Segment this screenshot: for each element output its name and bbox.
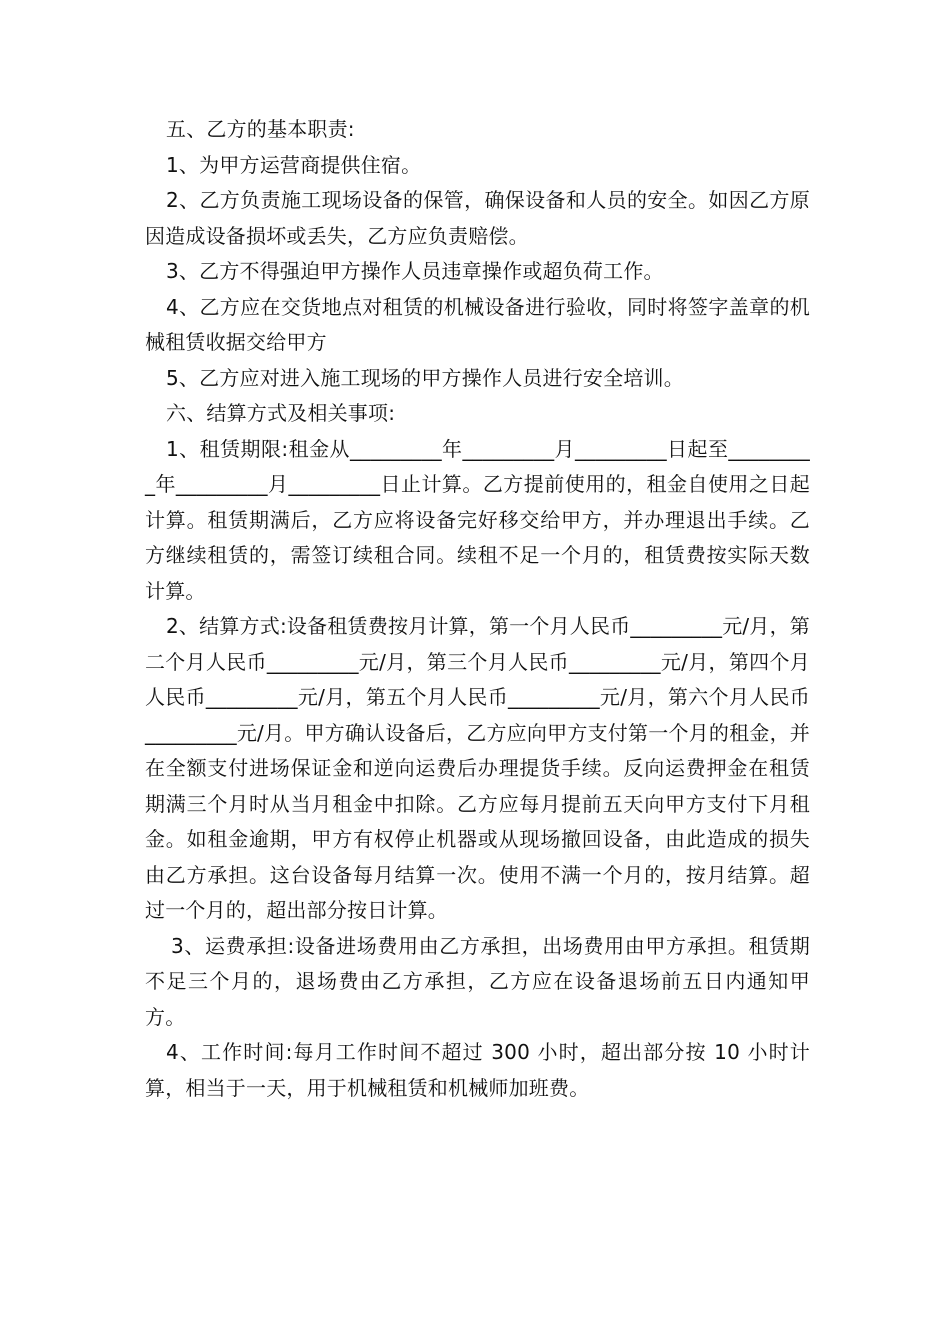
clause-5-4: 4、乙方应在交货地点对租赁的机械设备进行验收，同时将签字盖章的机械租赁收据交给甲方 bbox=[145, 294, 810, 354]
clause-5-2: 2、乙方负责施工现场设备的保管，确保设备和人员的安全。如因乙方原因造成设备损坏或丢失，乙方应负责赔偿。 bbox=[145, 188, 810, 248]
clause-5-5: 5、乙方应对进入施工现场的甲方操作人员进行安全培训。 bbox=[166, 365, 684, 390]
clause-6-2: 2、结算方式:设备租赁费按月计算，第一个月人民币_________元/月，第二个月人民币_________元/月，第三个月人民币_________元/月，第四个月人民币_________元/月，第五个月人民币_________元/月，第六个月人民币_________元/月。甲方确认设备后，乙方应向甲方支付第一个月的租金，并在全额支付进场保证金和逆向运费后办理提货手续。反向运费押金在租赁期满三个月时从当月租金中扣除。乙方应每月提前五天向甲方支付下月租金。如租金逾期，甲方有权停止机器或从现场撤回设备，由此造成的损失由乙方承担。这台设备每月结算一次。使用不满一个月的，按月结算。超过一个月的，超出部分按日计算。 bbox=[145, 614, 810, 922]
clause-6-3: 3、运费承担:设备进场费用由乙方承担，出场费用由甲方承担。租赁期不足三个月的，退场费由乙方承担，乙方应在设备退场前五日内通知甲方。 bbox=[145, 933, 810, 1029]
clause-6-4: 4、工作时间:每月工作时间不超过 300 小时，超出部分按 10 小时计算，相当于一天，用于机械租赁和机械师加班费。 bbox=[145, 1040, 810, 1100]
document-body bbox=[145, 112, 810, 1106]
clause-5-1: 1、为甲方运营商提供住宿。 bbox=[166, 152, 422, 177]
section-heading-6: 六、结算方式及相关事项: bbox=[166, 401, 396, 425]
section-heading-5: 五、乙方的基本职责: bbox=[166, 117, 355, 141]
clause-6-1: 1、租赁期限:租金从_________年_________月_________日起至_________年_________月_________日止计算。乙方提前使用的，租金自使用之日起计算。租赁期满后，乙方应将设备完好移交给甲方，并办理退出手续。乙方继续租赁的，需签订续租合同。续租不足一个月的，租赁费按实际天数计算。 bbox=[145, 436, 810, 603]
clause-5-3: 3、乙方不得强迫甲方操作人员违章操作或超负荷工作。 bbox=[166, 259, 664, 283]
